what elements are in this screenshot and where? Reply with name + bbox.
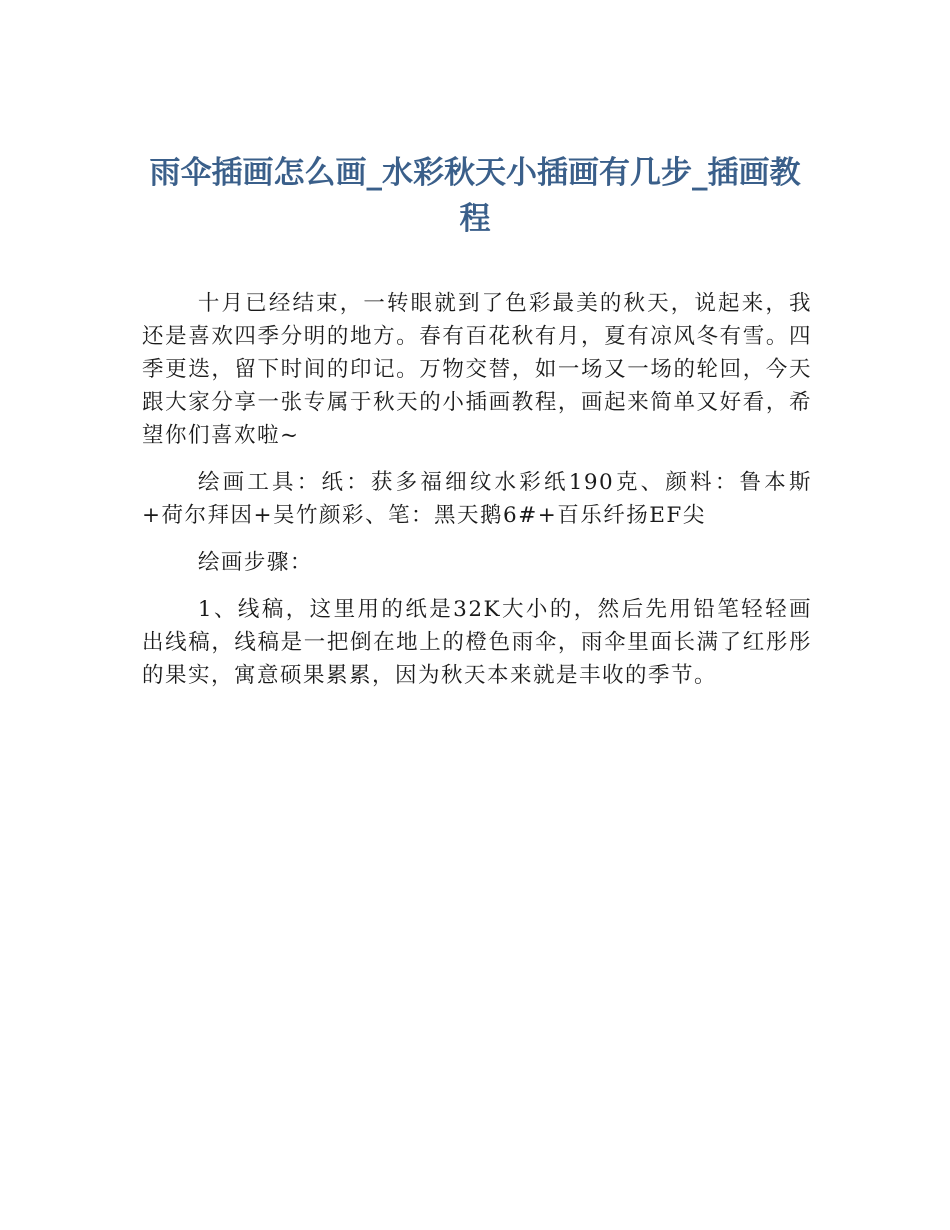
paragraph-steps-heading: 绘画步骤： [197,550,313,575]
document-body [142,287,812,706]
paragraph-tools: 绘画工具：纸：获多福细纹水彩纸190克、颜料：鲁本斯+荷尔拜因+吴竹颜彩、笔：黑天鹅6#+百乐纤扬EF尖 [142,470,812,528]
paragraph-step-1: 1、线稿，这里用的纸是32K大小的，然后先用铅笔轻轻画出线稿，线稿是一把倒在地上的橙色雨伞，雨伞里面长满了红彤彤的果实，寓意硕果累累，因为秋天本来就是丰收的季节。 [142,597,812,688]
paragraph-intro: 十月已经结束，一转眼就到了色彩最美的秋天，说起来，我还是喜欢四季分明的地方。春有百花秋有月，夏有凉风冬有雪。四季更迭，留下时间的印记。万物交替，如一场又一场的轮回，今天跟大家分享一张专属于秋天的小插画教程，画起来简单又好看，希望你们喜欢啦~ [142,291,812,448]
document-title: 雨伞插画怎么画_水彩秋天小插画有几步_插画教程 [149,155,801,237]
